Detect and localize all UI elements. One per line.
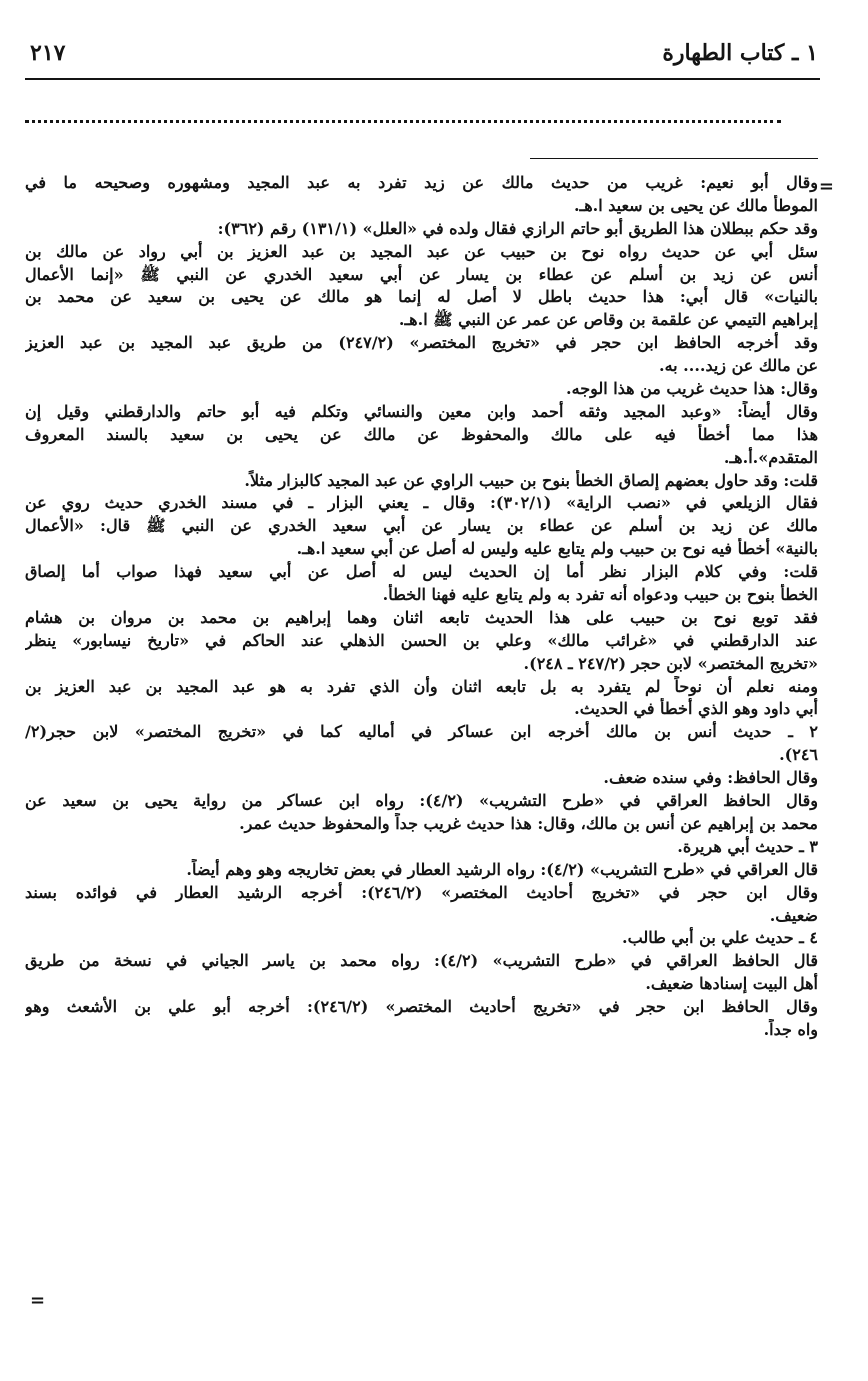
text-line: وقد أخرجه الحافظ ابن حجر في «تخريج المختصر» (٢٤٧/٢) من طريق عبد المجيد بن عبد العزيز [25, 333, 818, 353]
text-line: فقال الزيلعي في «نصب الراية» (٣٠٢/١): وقال ـ يعني البزار ـ في مسند الخدري حديث روي عن [25, 493, 818, 513]
text-line: وقال أيضاً: «وعبد المجيد وثقه أحمد وابن معين والنسائي وتكلم فيه أبو حاتم والدارقطني وقيل إن [25, 401, 818, 421]
text-line: ٢٤٦). [779, 745, 818, 765]
text-line: بالنيات» قال أبي: هذا حديث باطل لا أصل له إنما هو مالك عن يحيى بن سعيد عن محمد بن [25, 287, 818, 307]
text-line: المتقدم».أ.هـ. [723, 447, 818, 467]
chapter-title: ١ ـ كتاب الطهارة [662, 40, 818, 66]
text-line: ٢ ـ حديث أنس بن مالك أخرجه ابن عساكر في أماليه كما في «تخريج المختصر» لابن حجر(٢/ [25, 722, 818, 742]
dotted-separator [25, 120, 781, 123]
text-line: قال الحافظ العراقي في «طرح التشريب» (٤/٢): رواه محمد بن ياسر الجياني في نسخة من طريق [25, 951, 818, 971]
text-line: وقال الحافظ ابن حجر في «تخريج أحاديث المختصر» (٢٤٦/٢): أخرجه أبو علي بن الأشعث وهو [25, 997, 818, 1017]
text-line: «تخريج المختصر» لابن حجر (٢٤٧/٢ ـ ٢٤٨). [523, 653, 818, 673]
header-rule [25, 78, 820, 80]
text-line: ٤ ـ حديث علي بن أبي طالب. [622, 928, 818, 948]
text-line: عن مالك عن زيد.... به. [659, 356, 818, 376]
footnote-text [25, 172, 818, 1042]
text-line: ضعيف. [769, 905, 818, 925]
text-line: أبي داود وهو الذي أخطأ في الحديث. [574, 699, 818, 719]
text-line: أنس عن زيد بن أسلم عن عطاء بن يسار عن أبي سعيد الخدري عن النبي ﷺ «إنما الأعمال [25, 264, 818, 284]
text-line: محمد بن إبراهيم عن أنس بن مالك، وقال: هذا حديث غريب جداً والمحفوظ حديث عمر. [239, 813, 818, 833]
continuation-mark-bottom: = [30, 1290, 46, 1311]
text-line: عند الدارقطني في «غرائب مالك» وعلي بن الحسن الذهلي عند الحاكم في «تاريخ نيسابور» ينظر [25, 630, 818, 650]
text-line: ٣ ـ حديث أبي هريرة. [677, 836, 818, 856]
text-line: الموطأ مالك عن يحيى بن سعيد ا.هـ. [573, 195, 818, 215]
text-line: سئل أبي عن حديث رواه نوح بن حبيب عن عبد المجيد بن عبد العزيز بن أبي رواد عن مالك بن [25, 241, 818, 261]
continuation-mark-top: = [818, 176, 834, 197]
text-line: وقال أبو نعيم: غريب من حديث مالك عن زيد تفرد به عبد المجيد ومشهوره وصحيحه ما في [25, 173, 818, 192]
text-line: وقال الحافظ العراقي في «طرح التشريب» (٤/٢): رواه ابن عساكر من رواية يحيى بن سعيد عن [25, 791, 818, 811]
page-number: ٢١٧ [30, 40, 66, 66]
text-line: أهل البيت إسنادها ضعيف. [645, 974, 818, 994]
text-line: وقد حكم ببطلان هذا الطريق أبو حاتم الرازي فقال ولده في «العلل» (١٣١/١) رقم (٣٦٢): [217, 218, 818, 238]
text-line: قال العراقي في «طرح التشريب» (٤/٢): رواه الرشيد العطار في بعض تخاريجه وهو وهم أيضاً. [186, 859, 818, 879]
text-line: إبراهيم التيمي عن علقمة بن وقاص عن عمر عن النبي ﷺ ا.هـ. [398, 310, 818, 330]
text-line: وقال الحافظ: وفي سنده ضعف. [603, 768, 818, 788]
footnote-rule [530, 158, 818, 159]
text-line: فقد توبع نوح بن حبيب على هذا الحديث تابعه اثنان وهما إبراهيم بن محمد بن مروان بن هشام [25, 607, 818, 627]
text-line: قلت: وقد حاول بعضهم إلصاق الخطأ بنوح بن حبيب الراوي عن عبد المجيد كالبزار مثلاً. [244, 470, 818, 490]
text-line: ومنه نعلم أن نوحاً لم يتفرد به بل تابعه اثنان وأن الذي تفرد به هو عبد المجيد بن عبد العزيز بن [25, 676, 818, 696]
text-line: وقال: هذا حديث غريب من هذا الوجه. [566, 379, 818, 399]
text-line: وقال ابن حجر في «تخريج أحاديث المختصر» (٢٤٦/٢): أخرجه الرشيد العطار في فوائده بسند [25, 882, 818, 902]
text-line: مالك عن زيد بن أسلم عن عطاء بن يسار عن أبي سعيد الخدري عن النبي ﷺ قال: «الأعمال [25, 516, 818, 536]
text-line: قلت: وفي كلام البزار نظر أما إن الحديث ليس له أصل عن أبي سعيد فهذا صواب أما إلصاق [25, 562, 818, 582]
text-line: بالنية» أخطأ فيه نوح بن حبيب ولم يتابع عليه وليس له أصل عن أبي سعيد ا.هـ. [296, 539, 818, 559]
text-line: الخطأ بنوح بن حبيب ودعواه أنه تفرد به ولم يتابع عليه فهنا الخطأ. [382, 585, 818, 605]
text-line: واه جداً. [763, 1019, 818, 1039]
text-line: هذا مما أخطأ فيه على مالك والمحفوظ عن مالك عن يحيى بن سعيد بالسند المعروف [25, 424, 818, 444]
